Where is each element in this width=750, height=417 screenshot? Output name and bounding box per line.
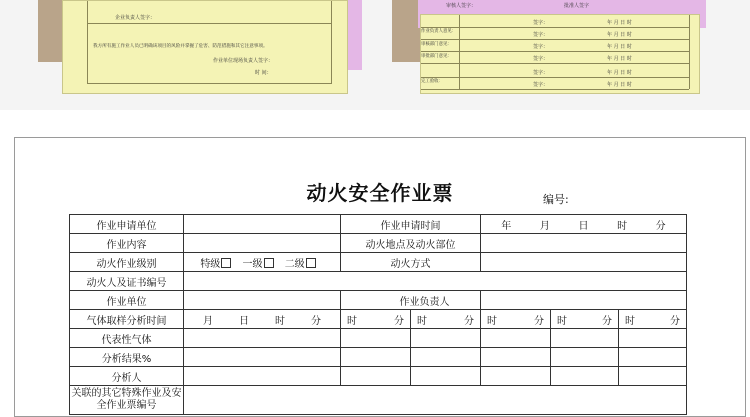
gas-unit-day: 日 — [239, 315, 249, 327]
label-work-leader: 作业负责人 — [341, 291, 481, 310]
row-date-2: 年 月 日 时 — [607, 32, 632, 38]
value-content[interactable] — [184, 234, 341, 253]
label-apply-time: 作业申请时间 — [341, 215, 481, 234]
value-gas-time[interactable] — [184, 310, 341, 329]
value-apply-unit[interactable] — [184, 215, 341, 234]
table-row — [70, 386, 687, 415]
row-sign-5: 签字： — [533, 70, 549, 76]
minute-label: 分 — [534, 315, 544, 327]
unit-month: 月 — [539, 220, 550, 232]
level-first-label: 一级 — [242, 258, 263, 270]
minute-label: 分 — [602, 315, 612, 327]
table-row — [70, 272, 687, 291]
hour-label: 时 — [487, 315, 497, 327]
unit-minute: 分 — [655, 220, 666, 232]
label-method: 动火方式 — [341, 253, 481, 272]
analyst-cell-4[interactable] — [551, 367, 619, 386]
sample-time-3[interactable] — [481, 310, 551, 329]
hour-label: 时 — [557, 315, 567, 327]
level-special-checkbox[interactable] — [221, 258, 231, 268]
sheet-line-2: 我方所有施工作业人员已明确该项目的风险并掌握了危害、防范措施和其它注意事项。 — [93, 44, 268, 49]
row-sign-6: 签字： — [533, 82, 549, 88]
level-special-label: 特级 — [200, 258, 221, 270]
label-analyst: 分析人 — [70, 367, 184, 386]
table-row — [70, 348, 687, 367]
top-label-approver: 批准人签字 — [564, 3, 590, 9]
table-row — [70, 253, 687, 272]
analyst-cell-1[interactable] — [341, 367, 411, 386]
sheet-line-3: 作业单位现场负责人签字： — [213, 58, 274, 64]
value-work-leader[interactable] — [481, 291, 687, 310]
row-date-1: 年 月 日 时 — [607, 20, 632, 26]
table-row — [70, 291, 687, 310]
label-result: 分析结果% — [70, 348, 184, 367]
row-date-3: 年 月 日 时 — [607, 44, 632, 50]
row-sign-3: 签字： — [533, 44, 549, 50]
label-level: 动火作业级别 — [70, 253, 184, 272]
yellow-copy-sheet-right — [420, 14, 700, 94]
product-photo-strip — [0, 0, 750, 110]
table-row — [70, 329, 687, 348]
value-gas[interactable] — [184, 329, 341, 348]
unit-hour: 时 — [617, 220, 628, 232]
sheet-line-4: 时 间： — [255, 70, 272, 76]
unit-day: 日 — [578, 220, 589, 232]
level-second-label: 二级 — [284, 258, 305, 270]
row-header-4: 审批部门意见： — [421, 54, 452, 59]
row-date-4: 年 月 日 时 — [607, 56, 632, 62]
value-result[interactable] — [184, 348, 341, 367]
label-content: 作业内容 — [70, 234, 184, 253]
row-sign-4: 签字： — [533, 56, 549, 62]
gas-cell-3[interactable] — [481, 329, 551, 348]
row-header-6: 完工验收： — [421, 79, 443, 84]
label-apply-unit: 作业申请单位 — [70, 215, 184, 234]
hour-label: 时 — [625, 315, 635, 327]
permit-table — [69, 214, 687, 415]
hour-label: 时 — [417, 315, 427, 327]
hour-label: 时 — [347, 315, 357, 327]
unit-year: 年 — [501, 220, 512, 232]
row-date-5: 年 月 日 时 — [607, 70, 632, 76]
sample-time-2[interactable] — [411, 310, 481, 329]
gas-unit-minute: 分 — [311, 315, 321, 327]
row-header-2: 作业负责人意见： — [421, 29, 457, 34]
sample-time-1[interactable] — [341, 310, 411, 329]
minute-label: 分 — [464, 315, 474, 327]
row-sign-1: 签字： — [533, 20, 549, 26]
table-row — [70, 310, 687, 329]
minute-label: 分 — [670, 315, 680, 327]
result-cell-1[interactable] — [341, 348, 411, 367]
yellow-copy-sheet-left — [62, 0, 348, 94]
analyst-cell-5[interactable] — [619, 367, 687, 386]
value-level[interactable] — [184, 253, 341, 272]
table-row — [70, 367, 687, 386]
label-gas-time: 气体取样分析时间 — [70, 310, 184, 329]
label-location: 动火地点及动火部位 — [341, 234, 481, 253]
result-cell-2[interactable] — [411, 348, 481, 367]
value-method[interactable] — [481, 253, 687, 272]
sample-time-4[interactable] — [551, 310, 619, 329]
result-cell-3[interactable] — [481, 348, 551, 367]
row-header-3: 审核部门意见： — [421, 42, 452, 47]
value-analyst[interactable] — [184, 367, 341, 386]
minute-label: 分 — [394, 315, 404, 327]
value-person-cert[interactable] — [184, 272, 687, 291]
table-row — [70, 215, 687, 234]
gas-cell-5[interactable] — [619, 329, 687, 348]
level-second-checkbox[interactable] — [306, 258, 316, 268]
row-date-6: 年 月 日 时 — [607, 82, 632, 88]
label-related: 关联的其它特殊作业及安全作业票编号 — [70, 386, 184, 415]
value-location[interactable] — [481, 234, 687, 253]
label-work-unit: 作业单位 — [70, 291, 184, 310]
hot-work-permit-form — [14, 137, 746, 417]
gas-unit-hour: 时 — [275, 315, 285, 327]
form-title: 动火安全作业票 — [306, 181, 454, 205]
analyst-cell-3[interactable] — [481, 367, 551, 386]
sample-time-5[interactable] — [619, 310, 687, 329]
table-row — [70, 234, 687, 253]
analyst-cell-2[interactable] — [411, 367, 481, 386]
result-cell-4[interactable] — [551, 348, 619, 367]
top-label-approve: 审核人签字： — [446, 3, 477, 9]
result-cell-5[interactable] — [619, 348, 687, 367]
value-apply-time[interactable] — [481, 215, 687, 234]
gas-unit-month: 月 — [203, 315, 213, 327]
label-person-cert: 动火人及证书编号 — [70, 272, 184, 291]
label-gas: 代表性气体 — [70, 329, 184, 348]
gas-cell-4[interactable] — [551, 329, 619, 348]
sheet-line-1: 企业负责人签字： — [115, 15, 156, 21]
value-related[interactable] — [184, 386, 687, 415]
form-number-label: 编号: — [543, 193, 569, 206]
level-first-checkbox[interactable] — [264, 258, 274, 268]
gas-cell-1[interactable] — [341, 329, 411, 348]
gas-cell-2[interactable] — [411, 329, 481, 348]
value-work-unit[interactable] — [184, 291, 341, 310]
row-sign-2: 签字： — [533, 32, 549, 38]
